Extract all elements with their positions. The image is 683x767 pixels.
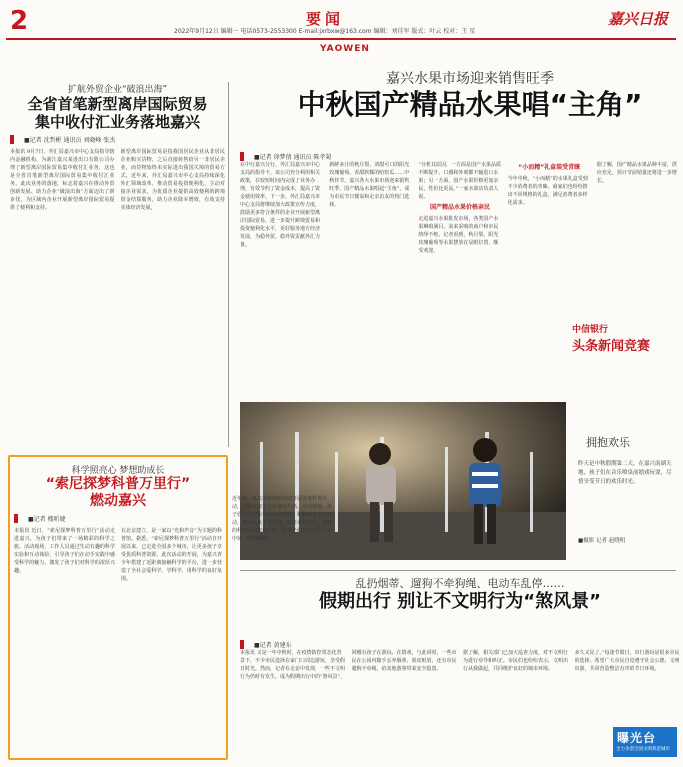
section-divider xyxy=(240,570,676,571)
exposure-title: 曝光台 xyxy=(617,731,657,745)
article-kicker: 科学照亮心 梦想助成长 xyxy=(71,466,165,476)
article-byline: ■记者 徐梦倩 通讯员 陈孝菊 xyxy=(240,152,680,161)
top-left-article xyxy=(10,82,225,438)
header-info: 2022年9月12日 编辑一 电话0573-2553300 E-mail:jxrbxw@163.com 编辑：刘佳军 版式：叶云 校对：王 星 xyxy=(174,28,476,35)
article-column: 多久又见了。”每逢节假日，出行游玩是很多市民的选择。希望广大市民自觉遵守社会公德，文明出游，共同营造整洁有序的节日环境。 xyxy=(574,650,680,672)
article-column: 本报讯 又是一年中秋时，在疫情防控常态化背景下，不少市民选择在家门口周边游玩，享受假日时光。然而，记者在走访中发现，一些不文明行为仍时有发生，成为假期出行中的“煞风景”。 xyxy=(240,650,346,680)
article-column: 在中行嘉兴分行、外汇局嘉兴市中心支局的指导下，该公司充分利用相关政策，在较短时间内完成了业务办理，有效节约了资金成本，提高了资金使用效率。下一步，外汇局嘉兴市中心支局将继续加大政策宣传力度，鼓励更多符合条件的企业开展新型离岸国际贸易，进一步提升跨境贸易和投资便利化水平，更好服务地方经济发展，为稳外贸、稳外资贡献外汇力量。 xyxy=(240,162,321,248)
article-headline: 中秋国产精品水果唱“主角” xyxy=(297,88,643,121)
top-right-article-head xyxy=(240,68,680,122)
article-column: 近年来，嘉兴市科技馆持续开展各类科普活动，不断丰富青少年课余生活。活动现场，孩子们围在实验台前认真观察，积极举手参与互动，现场气氛十分热烈。许多家长表示，这样的科普活动寓教于乐，让孩子们在玩中学、学中玩，收获满满。 xyxy=(232,496,333,542)
photo-caption-title: 拥抱欢乐 xyxy=(586,436,630,449)
article-column-group xyxy=(418,161,501,401)
article-column: 据了解，相关部门已加大巡查力度，对不文明行为进行劝导和纠正。市民们也纷纷表示，文明出行从我做起，共同维护良好的城市环境。 xyxy=(463,650,569,672)
section-title: 要闻 xyxy=(306,10,345,28)
article-byline: ■记者 楼昕婕 xyxy=(14,514,222,523)
photo-caption-body: 昨天是中秋假期第二天，在嘉兴南湖天地，孩子们在音乐喷泉前嬉戏玩耍，尽情享受节日的欢乐时光。 xyxy=(578,461,672,485)
article-subhead: “小而精”礼盒装受青睐 xyxy=(518,164,581,171)
article-column: 同哪有孩子在游玩、在嬉戏，与此同时，一些市民在公园内随手丢弃烟蒂、果皮纸屑，还有市民遛狗不牵绳，给其他游客带来安全隐患。 xyxy=(351,650,457,672)
page-header xyxy=(6,4,676,62)
bank-name: 中信银行 xyxy=(572,325,609,335)
article-column: 在北京建立，是一家以“光和声音”为主题的科普馆。据悉，“索尼探梦科普万里行”活动自开展以来，已走进全国多个城市，让更多孩子享受优质科普资源。此次活动的开展，为嘉兴青少年搭建了近距离接触科学的平台，进一步营造了全社会爱科学、学科学、用科学的良好氛围。 xyxy=(121,528,222,582)
column-divider xyxy=(228,82,229,447)
newspaper-logo: 嘉兴日报 xyxy=(607,10,668,28)
article-column: 据了解，国产精品水果品种丰富，供应充足，预计节前销量还将进一步增长。 xyxy=(596,162,677,184)
article-headline-line-1: “索尼探梦科普万里行” xyxy=(45,476,191,492)
article-column: 新型离岸国际贸易是指我国居民企业从非居民企业购买货物，之后直接转售给另一非居民企业，而货物始终未实际进出我国关境的贸易方式。近年来，外汇局嘉兴市中心支局持续深化外汇领域改革，推动贸易投资便利化，主动对接企业需求，为优质企业提供高效便利的跨境资金结算服务，助力企业降本增效，有效支持实体经济发展。 xyxy=(120,149,225,211)
article-subhead: 国产精品水果价格亲民 xyxy=(430,204,491,211)
bottom-right-article-head xyxy=(240,575,680,613)
article-kicker: 嘉兴水果市场迎来销售旺季 xyxy=(386,71,554,87)
article-kicker: 扩航外贸企业“破浪出海” xyxy=(67,85,168,95)
article-kicker: 乱扔烟蒂、遛狗不牵狗绳、电动车乱停…… xyxy=(355,577,565,590)
boxed-article xyxy=(8,455,228,760)
article-headline-line-2: 集中收付汇业务落地嘉兴 xyxy=(34,113,200,131)
article-headline: 假期出行 别让不文明行为“煞风景” xyxy=(319,591,601,612)
bank-ad xyxy=(572,322,676,362)
article-paragraph: 今年中秋，“小而精”的水果礼盒受到不少消费者的青睐。商家们也纷纷推出不同规格的礼盒，满足消费者多样化需求。 xyxy=(507,176,588,206)
article-paragraph: 走进嘉兴水果批发市场，各类国产水果琳琅满目，前来采购的商户和市民络绎不绝。记者看到，秋月梨、阳光玫瑰葡萄等水果摆放在显眼位置，颇受欢迎。 xyxy=(418,216,499,254)
bank-slogan: 头条新闻竞赛 xyxy=(572,339,651,354)
exposure-box xyxy=(613,727,677,757)
article-column: 新鲜多汁的秋月梨、清甜可口的阳光玫瑰葡萄、香甜软糯的哈密瓜……中秋佳节，嘉兴各大水果市场迎来销售旺季，国产精品水果唱起“主角”，成为市民节日餐桌和走亲访友的热门选择。 xyxy=(329,162,410,208)
article-columns xyxy=(240,161,680,401)
section-title-en: YAOWEN xyxy=(320,44,370,54)
article-column-group xyxy=(508,161,591,401)
article-byline: ■记者 黄建东 xyxy=(240,640,680,649)
exposure-subtitle: 全力争创全国文明典范城市 xyxy=(616,747,670,752)
header-rule xyxy=(6,38,676,40)
article-headline-line-1: 全省首笔新型离岸国际贸易 xyxy=(27,95,208,113)
article-headline-line-2: 燃动嘉兴 xyxy=(90,493,146,509)
article-columns xyxy=(14,527,222,747)
article-column: 本报讯 9月7日，外汇局嘉兴市中心支局指导辖内金融机构，为浙江嘉兴某进出口有限公司办理了新型离岸国际贸易集中收付汇业务，这也是全省首笔新型离岸国际贸易集中收付汇业务。此次业务的落地，标志着嘉兴在推动外贸创新发展、助力企业“破浪出海”方面迈出了新步伐，为区域内企业开展新型离岸国际贸易提供了便利和支持。 xyxy=(10,149,115,211)
article-column: 本报讯 近日，“索尼探梦科普万里行”活动走进嘉兴，为孩子们带来了一场精彩的科学之旅。活动现场，工作人员通过生动有趣的科学实验和互动体验，引导孩子们在动手实践中感受科学的魅力，激发了孩子们对科学的浓厚兴趣。 xyxy=(14,528,115,574)
article-byline: ■记者 沈哲彬 通讯员 刘晓峰 张杰 xyxy=(10,135,225,144)
page-number: 2 xyxy=(10,6,29,36)
article-columns xyxy=(10,148,225,438)
photo-caption-credit: ■摄影 记者 赵晓明 xyxy=(578,538,626,544)
article-paragraph: “分析其原因，一方面是国产水果品质不断提升，口感和外观都不输进口水果；另一方面，国产水果价格更加亲民，性价比更高。”一家水果店负责人说。 xyxy=(418,162,501,200)
